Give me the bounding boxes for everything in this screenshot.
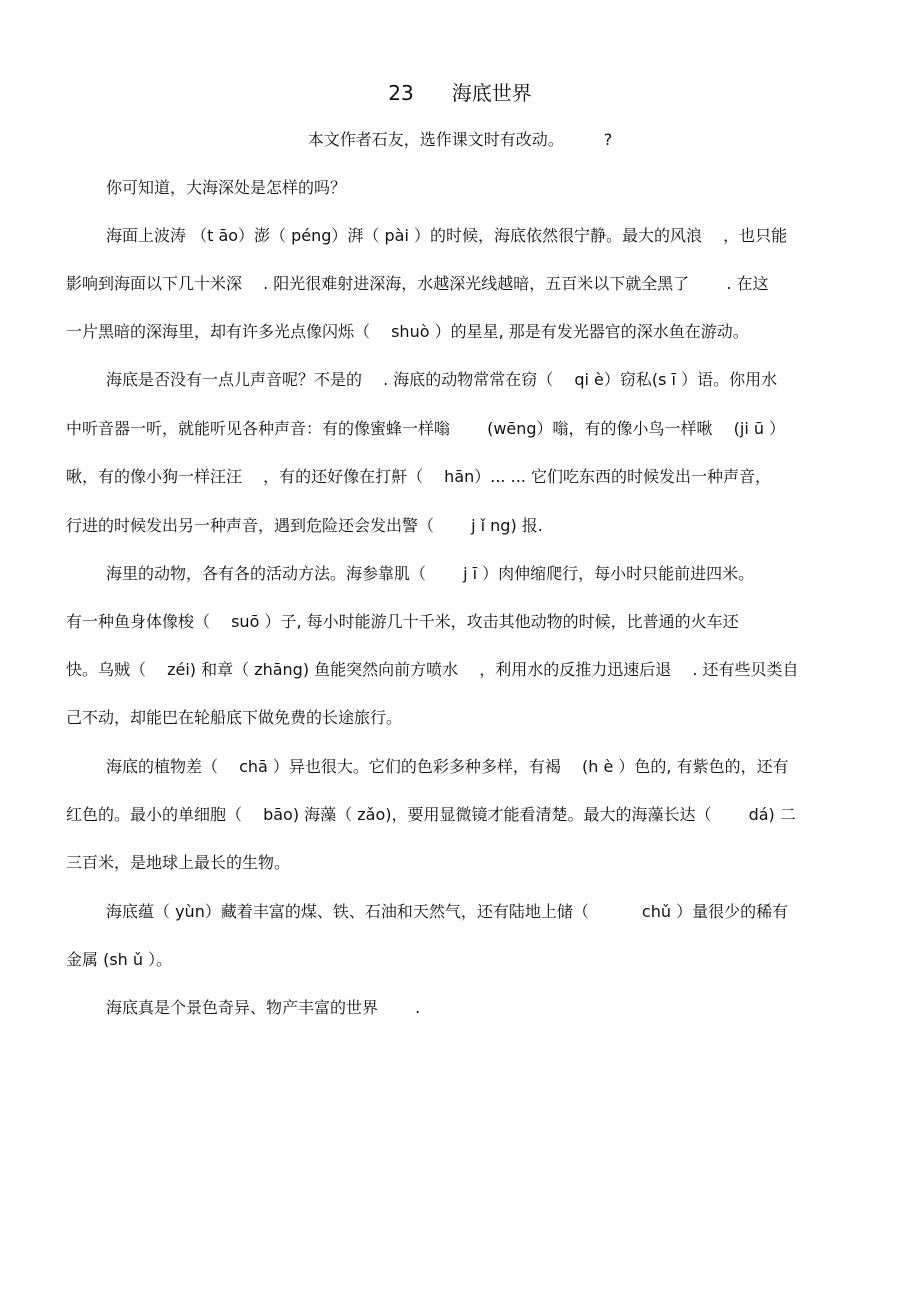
text-line: 海底真是个景色奇异、物产丰富的世界 .	[106, 998, 421, 1017]
text-line: 金属 (sh ǔ ）。	[66, 950, 173, 969]
text-line: 你可知道，大海深处是怎样的吗？	[106, 178, 347, 197]
text-line: 红色的。最小的单细胞（ bāo) 海藻（ zǎo)，要用显微镜才能看清楚。最大的海藻长达（ dá) 二	[66, 805, 796, 824]
source-note-mark: ?	[603, 130, 613, 149]
source-note	[0, 129, 920, 151]
text-line: 快。乌贼（ zéi) 和章（ zhāng) 鱼能突然向前方喷水 ，利用水的反推力迅速后退 . 还有些贝类自	[66, 660, 799, 679]
lesson-number: 23	[388, 81, 414, 105]
text-line: 影响到海面以下几十米深 . 阳光很难射进深海，水越深光线越暗，五百米以下就全黑了 . 在这	[66, 274, 769, 293]
lesson-title: 海底世界	[451, 81, 532, 105]
text-line: 海底是否没有一点儿声音呢？不是的 . 海底的动物常常在窃（ qi è）窃私(s ī ）语。你用水	[106, 370, 778, 389]
text-line: 海底的植物差（ chā ）异也很大。它们的色彩多种多样，有褐 (h è ）色的, 有紫色的，还有	[106, 757, 789, 776]
text-line: 一片黑暗的深海里，却有许多光点像闪烁（ shuò ）的星星, 那是有发光器官的深水鱼在游动。	[66, 322, 749, 341]
text-line: 己不动，却能巴在轮船底下做免费的长途旅行。	[66, 708, 403, 727]
text-line: 海面上波涛 （t āo）澎（ péng）湃（ pài ）的时候，海底依然很宁静。最大的风浪 ，也只能	[106, 226, 788, 245]
text-line: 啾，有的像小狗一样汪汪 ，有的还好像在打鼾（ hān）... ... 它们吃东西的时候发出一种声音，	[66, 467, 771, 486]
text-line: 海里的动物，各有各的活动方法。海参靠肌（ j ī ）肉伸缩爬行，每小时只能前进四米。	[106, 564, 755, 583]
page-title	[0, 80, 920, 106]
source-note-text: 本文作者石友，选作课文时有改动。	[307, 130, 564, 149]
text-line: 三百米，是地球上最长的生物。	[66, 853, 291, 872]
text-line: 中听音器一听，就能听见各种声音：有的像蜜蜂一样嗡 (wēng）嗡，有的像小鸟一样啾 (ji ū ）	[66, 419, 786, 438]
text-line: 行进的时候发出另一种声音，遇到危险还会发出警（ j ǐ ng) 报.	[66, 516, 543, 535]
text-line: 海底蕴（ yùn）藏着丰富的煤、铁、石油和天然气，还有陆地上储（ chǔ ）量很少的稀有	[106, 902, 789, 921]
text-line: 有一种鱼身体像梭（ suō ）子, 每小时能游几十千米，攻击其他动物的时候，比普通的火车还	[66, 612, 739, 631]
